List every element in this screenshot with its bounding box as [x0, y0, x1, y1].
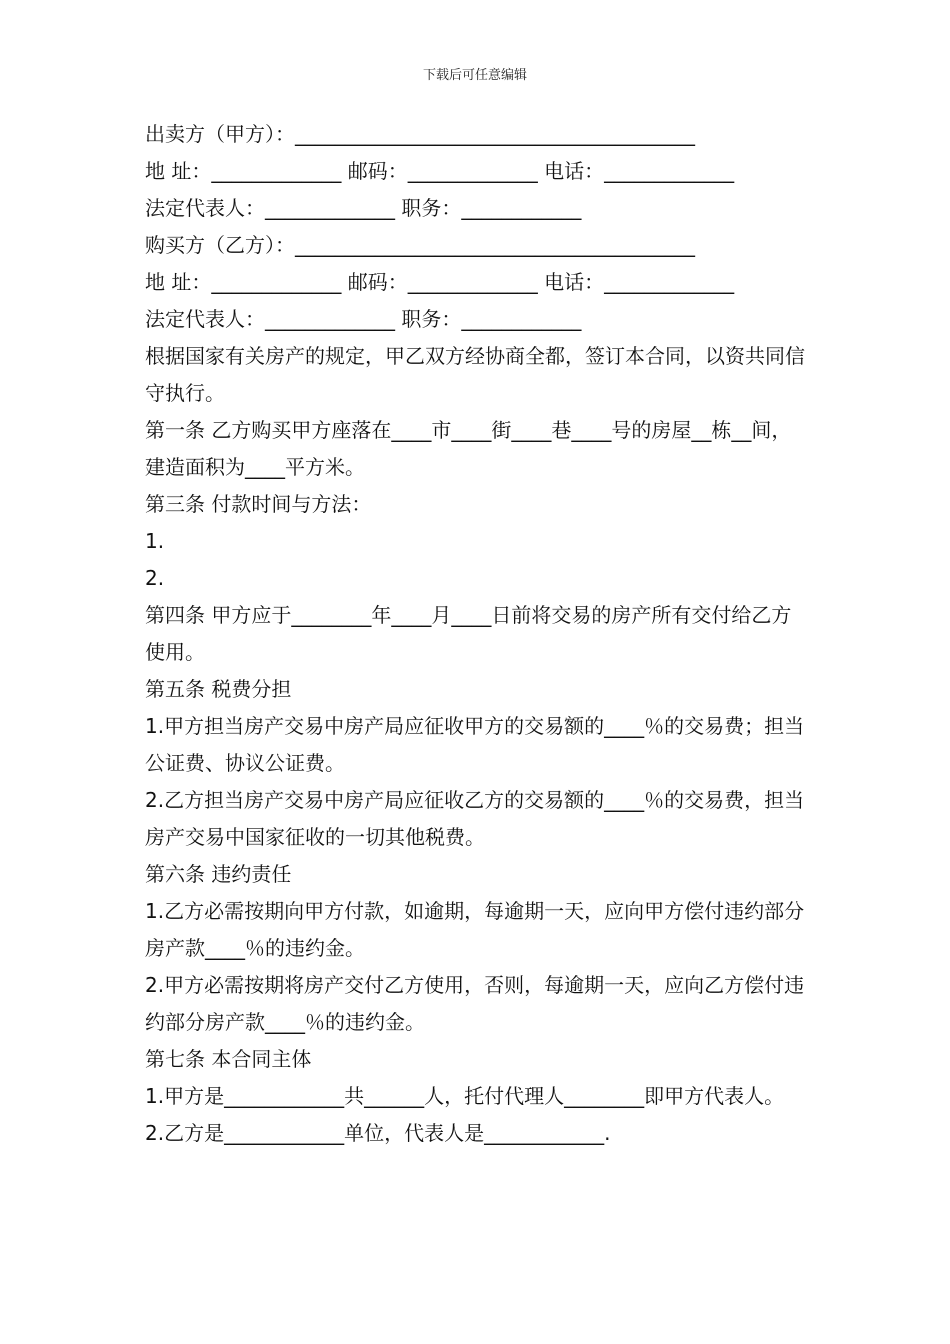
- article-5-item-2: 2.乙方担当房产交易中房产局应征收乙方的交易额的____％的交易费，担当房产交易中国家征收的一切其他税费。: [145, 788, 805, 849]
- seller-representative-line: 法定代表人：_____________ 职务：____________: [145, 196, 582, 220]
- article-3-heading: 第三条 付款时间与方法：: [145, 492, 372, 516]
- buyer-representative-line: 法定代表人：_____________ 职务：____________: [145, 307, 582, 331]
- article-3-item-2: 2.: [145, 566, 165, 590]
- article-3-item-1: 1.: [145, 529, 165, 553]
- buyer-address-line: 地 址：_____________ 邮码：_____________ 电话：_____________: [145, 270, 735, 294]
- contract-body: [145, 116, 810, 1152]
- article-6-item-1: 1.乙方必需按期向甲方付款，如逾期，每逾期一天，应向甲方偿付违约部分房产款____％的违约金。: [145, 899, 805, 960]
- article-6-item-2: 2.甲方必需按期将房产交付乙方使用，否则，每逾期一天，应向乙方偿付违约部分房产款____％的违约金。: [145, 973, 805, 1034]
- seller-line: 出卖方（甲方）：________________________________________: [145, 122, 695, 146]
- article-7-item-1: 1.甲方是____________共______人，托付代理人________即甲方代表人。: [145, 1084, 785, 1108]
- article-5-item-1: 1.甲方担当房产交易中房产局应征收甲方的交易额的____％的交易费；担当公证费、协议公证费。: [145, 714, 805, 775]
- article-7-heading: 第七条 本合同主体: [145, 1047, 312, 1071]
- article-6-heading: 第六条 违约责任: [145, 862, 292, 886]
- article-4-paragraph: 第四条 甲方应于________年____月____日前将交易的房产所有交付给乙方使用。: [145, 603, 792, 664]
- buyer-line: 购买方（乙方）：________________________________________: [145, 233, 695, 257]
- preamble-paragraph: 根据国家有关房产的规定，甲乙双方经协商全都，签订本合同，以资共同信守执行。: [145, 344, 805, 405]
- article-1-paragraph: 第一条 乙方购买甲方座落在____市____街____巷____号的房屋__栋__间，建造面积为____平方米。: [145, 418, 792, 479]
- page-header: 下载后可任意编辑: [422, 68, 527, 83]
- article-7-item-2: 2.乙方是____________单位，代表人是____________.: [145, 1121, 611, 1145]
- seller-address-line: 地 址：_____________ 邮码：_____________ 电话：_____________: [145, 159, 735, 183]
- article-5-heading: 第五条 税费分担: [145, 677, 292, 701]
